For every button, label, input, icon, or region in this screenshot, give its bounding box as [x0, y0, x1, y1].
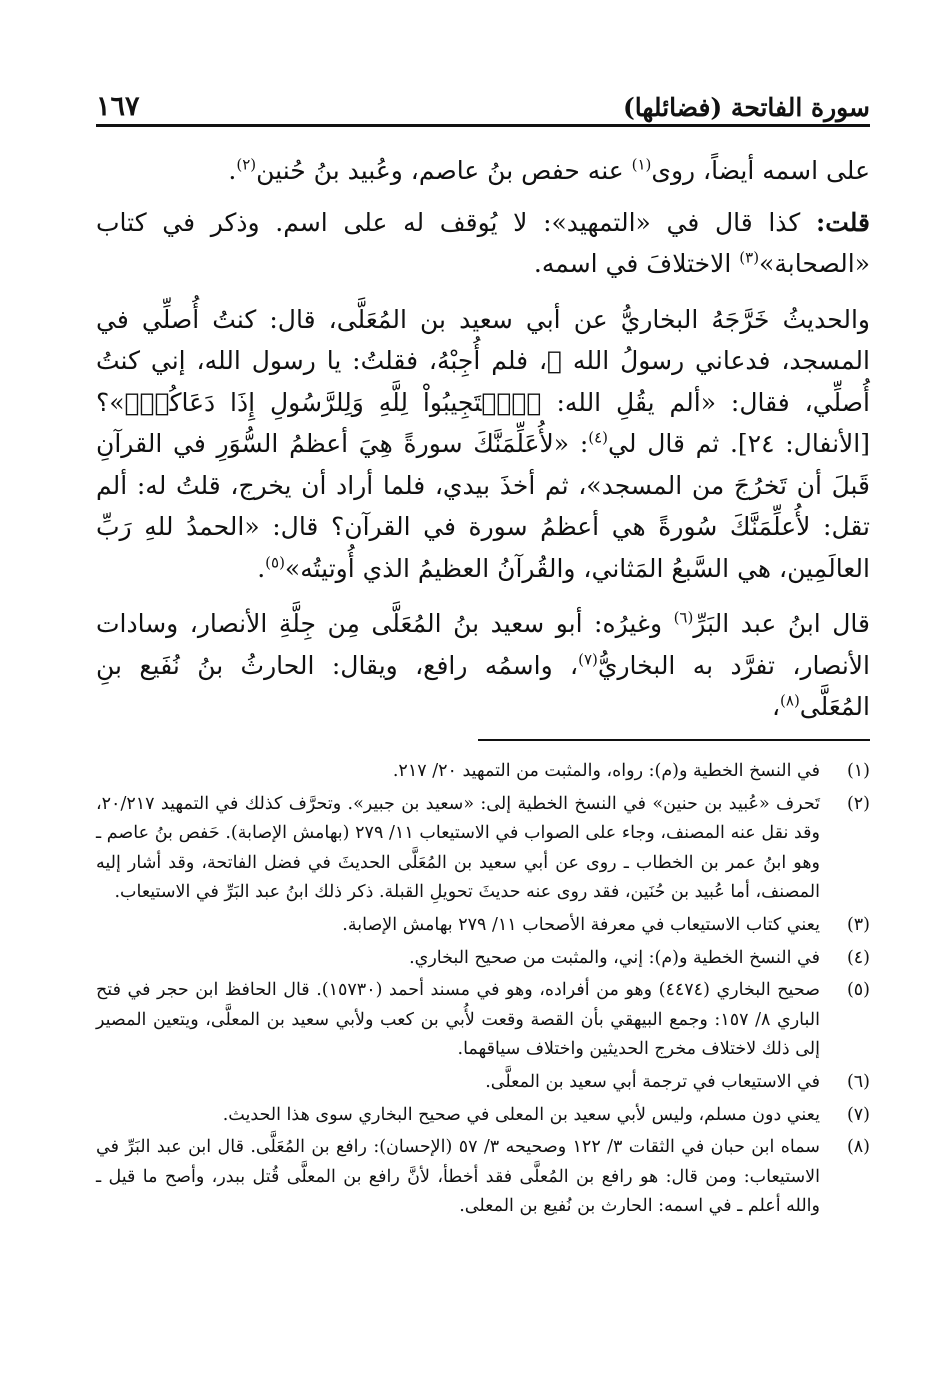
footnote-ref: (٨) [780, 691, 800, 710]
qult-lead: قلت: [815, 207, 870, 237]
footnote-number: (٨) [846, 1137, 870, 1158]
paragraph-2 [96, 202, 870, 285]
footnote-number: (١) [846, 761, 870, 781]
footnote [96, 944, 870, 974]
text-run: على اسمه أيضاً، روى [651, 156, 870, 185]
footnote-number: (٣) [846, 914, 870, 935]
footnote-number: (٢) [846, 793, 870, 814]
footnote-text: في النسخ الخطية و(م): إني، والمثبت من صحيح البخاري. [409, 947, 820, 968]
footnote-ref: (٧) [578, 650, 598, 669]
text-run: كذا قال في «التمهيد»: لا يُوقف له على اسم. وذكر في كتاب «الصحابة» [96, 207, 870, 278]
running-title: سورة الفاتحة (فضائلها) [622, 93, 870, 122]
footnote-ref: (٥) [265, 553, 285, 572]
footnote-ref: (٤) [588, 428, 609, 447]
footnote [96, 911, 870, 941]
text-run: عنه حفص بنُ عاصم، وعُبيد بنُ حُنين [256, 156, 632, 185]
footnote-text: يعني كتاب الاستيعاب في معرفة الأصحاب ١١/ ٢٧٩ بهامش الإصابة. [342, 914, 820, 935]
main-text [96, 150, 870, 728]
footnote-ref: (١) [631, 155, 652, 174]
paragraph-3 [96, 299, 870, 590]
text-run: قال ابنُ عبد البَرِّ [693, 609, 870, 638]
footnote-text: في الاستيعاب في ترجمة أبي سعيد بن المعلَّى. [485, 1071, 820, 1092]
text-run: . [257, 553, 266, 583]
text-run: ، واسمُه رافع، ويقال: الحارثُ بنُ نُفَيع بنِ المُعَلَّى [96, 650, 870, 721]
text-run: والحديثُ خَرَّجَهُ البخاريُّ عن أبي سعيد بن المُعَلَّى، قال: كنتُ أُصلِّي في المسجد، فدعاني رسولُ الله ﷺ، فلم أُجِبْهُ، فقلتُ: يا رسول الله، إني كنتُ أُصلِّي، فقال: «ألم يقُلِ الله: ﴿ٱسۡتَجِيبُواْ لِلَّهِ وَلِلرَّسُولِ إِذَا دَعَاكُمۡ﴾»؟ [الأنفال: ٢٤]. ثم قال لي [96, 304, 870, 458]
text-run: وغيرُه: أبو سعيد بنُ المُعَلَّى مِن جِلَّةِ الأنصار، وسادات الأنصار، تفرَّد به البخاريُّ [96, 609, 870, 680]
footnote-number: (٦) [846, 1071, 870, 1092]
footnote-ref: (٦) [673, 608, 694, 627]
paragraph-4 [96, 603, 870, 728]
footnote-number: (٧) [846, 1104, 870, 1125]
page-number: ١٦٧ [96, 91, 140, 122]
footnote-text: صحيح البخاري (٤٤٧٤) وهو من أفراده، وهو في مسند أحمد (١٥٧٣٠). قال الحافظ ابن حجر في فتح الباري ٨/ ١٥٧: وجمع البيهقي بأن القصة وقعت لأُبي بن كعب ولأبي سعيد بن المعلَّى، ويتعين المصير إلى ذلك لاختلاف مخرج الحديثين واختلاف سياقهما. [96, 980, 820, 1060]
page-header [96, 82, 870, 122]
footnote [96, 757, 870, 787]
footnotes [96, 757, 870, 1225]
footnote-separator [478, 739, 870, 741]
text-run: : «لأُعَلِّمَنَّكَ سورةً هِيَ أعظمُ السُّوَرِ في القرآنِ قَبلَ أن تَخرُجَ من المسجد»، ثم أخذَ بيدي، فلما أراد أن يخرج، قلتُ له: ألم تقل: لأُعلِّمَنَّكَ سُورةً هي أعظمُ سورة في القرآن؟ قال: «الحمدُ للهِ رَبِّ العالَمِين، هي السَّبعُ المَثاني، والقُرآنُ العظيمُ الذي أُوتيتُه» [96, 429, 870, 583]
footnote-ref: (٣) [739, 248, 760, 267]
text-run: الاختلافَ في اسمه. [533, 249, 740, 278]
footnote-text: يعني دون مسلم، وليس لأبي سعيد بن المعلى في صحيح البخاري سوى هذا الحديث. [222, 1104, 820, 1125]
footnote-number: (٤) [846, 947, 870, 968]
footnote-ref: (٢) [236, 155, 257, 174]
footnote [96, 976, 870, 1065]
text-run: ، [771, 692, 781, 721]
header-rule [96, 124, 870, 127]
footnote-text: سماه ابن حبان في الثقات ٣/ ١٢٢ وصحيحه ٣/ ٥٧ (الإحسان): رافع بن المُعَلَّى. قال ابن عبد البَرِّ في الاستيعاب: ومن قال: هو رافع بن المُعلَّى فقد أخطأ، لأنَّ رافع بن المعلَّى قُتل ببدر، وأصح ما قيل ـ والله أعلم ـ في اسمه: الحارث بن نُفيع بن المعلى. [96, 1137, 820, 1217]
footnote [96, 1133, 870, 1222]
footnote-text: في النسخ الخطية و(م): رواه، والمثبت من التمهيد ٢٠/ ٢١٧. [392, 761, 820, 781]
footnote-number: (٥) [846, 980, 870, 1001]
footnote [96, 1068, 870, 1098]
text-run: . [228, 156, 237, 185]
paragraph-1 [96, 150, 870, 192]
footnote-text: تَحرف «عُبيد بن حنين» في النسخ الخطية إلى: «سعيد بن جبير». وتحرَّف كذلك في التمهيد ٢٠/٢١٧، وقد نقل عنه المصنف، وجاء على الصواب في الاستيعاب ١١/ ٢٧٩ (بهامش الإصابة). حَفص بنُ عاصم ـ وهو ابنُ عمر بن الخطاب ـ روى عن أبي سعيد بن المُعَلَّى الحديثَ في فضل الفاتحة، وقد أشار إليه المصنف، أما عُبيد بن حُنَين، فقد روى عنه حديثَ تحويلِ القبلة. ذكر ذلك ابنُ عبد البَرِّ في الاستيعاب. [96, 793, 820, 903]
footnote [96, 790, 870, 908]
footnote [96, 1101, 870, 1131]
